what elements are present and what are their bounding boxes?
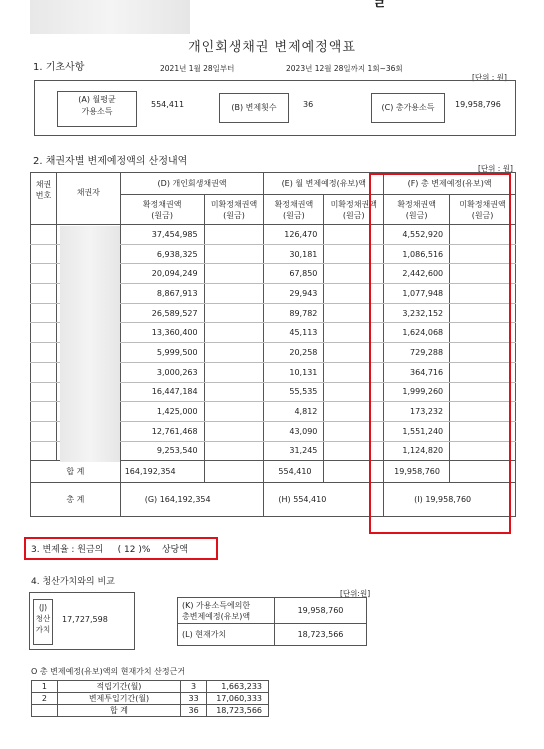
unconfirmed-claim-cell xyxy=(204,382,264,402)
creditor-no-cell xyxy=(31,225,57,245)
avg-income-value: 554,411 xyxy=(151,100,185,109)
total-repayment-highlight xyxy=(369,173,511,534)
monthly-repay-cell: 126,470 xyxy=(264,225,324,245)
creditor-no-cell xyxy=(31,343,57,363)
pv-label-cell: 합 계 xyxy=(57,705,180,717)
confirmed-claim-cell: 20,094,249 xyxy=(120,264,204,284)
end-date: 2023년 12월 28일까지 1회~36회 xyxy=(286,64,403,73)
present-value-table xyxy=(31,680,269,717)
confirmed-claim-cell: 13,360,400 xyxy=(120,323,204,343)
liquidation-label: (J) 청산 가치 xyxy=(33,599,53,645)
document-title: 개인회생채권 변제예정액표 xyxy=(188,40,356,55)
total-g: (G) 164,192,354 xyxy=(120,483,264,517)
liquidation-value-box xyxy=(29,592,135,650)
pv-months-cell: 33 xyxy=(181,693,207,705)
unconfirmed-claim-cell xyxy=(204,264,264,284)
unconfirmed-claim-cell xyxy=(204,323,264,343)
total-h: (H) 554,410 xyxy=(264,483,384,517)
monthly-repay-cell: 30,181 xyxy=(264,244,324,264)
unit-label-1: [단위 : 원] xyxy=(472,73,507,82)
section4-heading: 4. 청산가치와의 비교 xyxy=(31,577,115,587)
l-label: (L) 현재가치 xyxy=(178,624,275,646)
pv-no-cell: 2 xyxy=(32,693,58,705)
monthly-repay-cell: 45,113 xyxy=(264,323,324,343)
creditor-no-cell xyxy=(31,362,57,382)
total-label: 총 계 xyxy=(31,483,121,517)
pv-value-cell: 1,663,233 xyxy=(207,681,269,693)
unconfirmed-claim-cell xyxy=(204,421,264,441)
confirmed-claim-cell: 1,425,000 xyxy=(120,402,204,422)
comparison-table xyxy=(177,597,367,646)
subtotal-e: 554,410 xyxy=(264,461,324,483)
subtotal-d: 164,192,354 xyxy=(120,461,204,483)
monthly-repay-cell: 29,943 xyxy=(264,284,324,304)
k-label: (K) 가용소득에의한 총변제예정(유보)액 xyxy=(178,598,275,624)
total-repay-cell: 1,077,948 xyxy=(384,284,450,304)
pv-row xyxy=(32,693,269,705)
creditor-no-cell xyxy=(31,264,57,284)
total-repay-cell: 1,624,068 xyxy=(384,323,450,343)
pv-no-cell xyxy=(32,705,58,717)
confirmed-claim-cell: 5,999,500 xyxy=(120,343,204,363)
monthly-repay-cell: 10,131 xyxy=(264,362,324,382)
creditor-no-cell xyxy=(31,421,57,441)
confirmed-claim-cell: 3,000,263 xyxy=(120,362,204,382)
liquidation-value: 17,727,598 xyxy=(62,615,108,624)
avg-income-label: (A) 월평균 가용소득 xyxy=(57,91,137,127)
col-d-confirmed: 확정채권액 (원금) xyxy=(120,195,204,225)
pv-value-cell: 17,060,333 xyxy=(207,693,269,705)
unconfirmed-claim-cell xyxy=(204,402,264,422)
pv-months-cell: 36 xyxy=(181,705,207,717)
total-repay-cell: 1,086,516 xyxy=(384,244,450,264)
k-value: 19,958,760 xyxy=(275,598,367,624)
col-f-confirmed: 확정채권액 (원금) xyxy=(384,195,450,225)
col-creditor: 채권자 xyxy=(56,173,120,225)
creditor-no-cell xyxy=(31,323,57,343)
total-repay-cell: 1,551,240 xyxy=(384,421,450,441)
unconfirmed-claim-cell xyxy=(204,362,264,382)
col-e-unconfirmed: 미확정채권액 (원금) xyxy=(324,195,384,225)
unit-label-2: [단위 : 원] xyxy=(478,164,513,173)
confirmed-claim-cell: 8,867,913 xyxy=(120,284,204,304)
unconfirmed-claim-cell xyxy=(204,225,264,245)
monthly-repay-cell: 4,812 xyxy=(264,402,324,422)
total-i: (I) 19,958,760 xyxy=(384,483,516,517)
total-income-value: 19,958,796 xyxy=(455,100,501,109)
pv-label-cell: 적립기간(월) xyxy=(57,681,180,693)
corner-mark: ㄹ xyxy=(373,0,387,13)
creditor-no-cell xyxy=(31,441,57,461)
l-value: 18,723,566 xyxy=(275,624,367,646)
unconfirmed-claim-cell xyxy=(204,303,264,323)
unconfirmed-claim-cell xyxy=(204,284,264,304)
pv-value-cell: 18,723,566 xyxy=(207,705,269,717)
unconfirmed-claim-cell xyxy=(204,244,264,264)
col-creditor-no: 채권 번호 xyxy=(31,173,57,225)
col-e-confirmed: 확정채권액 (원금) xyxy=(264,195,324,225)
pv-months-cell: 3 xyxy=(181,681,207,693)
total-repay-cell: 3,232,152 xyxy=(384,303,450,323)
confirmed-claim-cell: 26,589,527 xyxy=(120,303,204,323)
total-income-label: (C) 총가용소득 xyxy=(371,93,445,123)
creditor-no-cell xyxy=(31,284,57,304)
col-d-header: (D) 개인회생채권액 xyxy=(120,173,264,195)
total-repay-cell: 1,999,260 xyxy=(384,382,450,402)
creditor-no-cell xyxy=(31,244,57,264)
monthly-repay-cell: 89,782 xyxy=(264,303,324,323)
creditor-no-cell xyxy=(31,303,57,323)
monthly-repay-cell: 31,245 xyxy=(264,441,324,461)
pv-label-cell: 변제투입기간(월) xyxy=(57,693,180,705)
repay-count-value: 36 xyxy=(303,100,314,109)
unconfirmed-claim-cell xyxy=(204,441,264,461)
section2-heading: 2. 채권자별 변제예정액의 산정내역 xyxy=(33,156,188,167)
col-d-unconfirmed: 미확정채권액 (원금) xyxy=(204,195,264,225)
basic-info-box xyxy=(34,80,516,136)
subtotal-label: 합 계 xyxy=(31,461,121,483)
section1-heading: 1. 기초사항 xyxy=(33,62,85,73)
total-repay-cell: 1,124,820 xyxy=(384,441,450,461)
total-repay-cell: 364,716 xyxy=(384,362,450,382)
confirmed-claim-cell: 6,938,325 xyxy=(120,244,204,264)
unconfirmed-claim-cell xyxy=(204,343,264,363)
col-e-header: (E) 월 변제예정(유보)액 xyxy=(264,173,384,195)
creditor-no-cell xyxy=(31,402,57,422)
total-repay-cell: 2,442,600 xyxy=(384,264,450,284)
redacted-header-area xyxy=(30,0,190,34)
confirmed-claim-cell: 9,253,540 xyxy=(120,441,204,461)
confirmed-claim-cell: 37,454,985 xyxy=(120,225,204,245)
pv-no-cell: 1 xyxy=(32,681,58,693)
confirmed-claim-cell: 16,447,184 xyxy=(120,382,204,402)
total-repay-cell: 4,552,920 xyxy=(384,225,450,245)
unit-label-4: [단위:원] xyxy=(340,589,371,598)
confirmed-claim-cell: 12,761,468 xyxy=(120,421,204,441)
total-repay-cell: 729,288 xyxy=(384,343,450,363)
repay-count-label: (B) 변제횟수 xyxy=(219,93,289,123)
subtotal-f: 19,958,760 xyxy=(384,461,450,483)
pv-row xyxy=(32,681,269,693)
total-repay-cell: 173,232 xyxy=(384,402,450,422)
col-f-header: (F) 총 변제예정(유보)액 xyxy=(384,173,516,195)
creditor-no-cell xyxy=(31,382,57,402)
monthly-repay-cell: 43,090 xyxy=(264,421,324,441)
start-date: 2021년 1월 28일부터 xyxy=(160,64,235,73)
monthly-repay-cell: 20,258 xyxy=(264,343,324,363)
redacted-creditor-names xyxy=(60,226,120,462)
monthly-repay-cell: 55,535 xyxy=(264,382,324,402)
pv-row xyxy=(32,705,269,717)
repayment-rate-text: 3. 변제율 : 원금의 ( 12 )% 상당액 xyxy=(31,545,188,555)
col-f-unconfirmed: 미확정채권액 (원금) xyxy=(450,195,516,225)
monthly-repay-cell: 67,850 xyxy=(264,264,324,284)
section5-heading: O 총 변제예정(유보)액의 현재가치 산정근거 xyxy=(31,667,186,676)
